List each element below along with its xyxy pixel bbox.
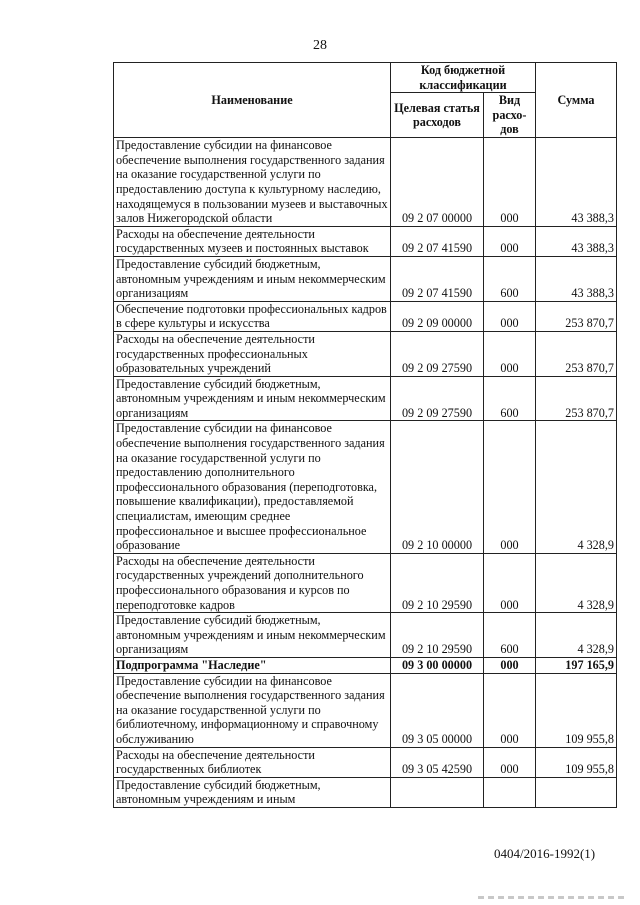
row-sum-cell: 109 955,8: [536, 747, 617, 777]
row-kind-cell: 000: [484, 138, 536, 227]
row-kind-cell: 000: [484, 421, 536, 553]
row-name-cell: Расходы на обеспечение деятельности государственных учреждений дополнительного профессионального образования и курсов по переподготовке кадров: [114, 553, 391, 612]
table-row: [114, 376, 617, 421]
row-code-cell: 09 2 09 27590: [391, 376, 484, 421]
row-code-cell: 09 3 00 00000: [391, 657, 484, 673]
row-name-cell: Подпрограмма "Наследие": [114, 657, 391, 673]
row-name-cell: Предоставление субсидии на финансовое обеспечение выполнения государственного задания на оказание государственной услуги по предоставлению доступа к культурному наследию, находящемуся в пользовании музеев и выставочных залов Нижегородской области: [114, 138, 391, 227]
table-body: [114, 138, 617, 808]
row-kind-cell: 000: [484, 747, 536, 777]
table-row: [114, 747, 617, 777]
row-kind-cell: 000: [484, 331, 536, 376]
row-name-cell: Предоставление субсидии на финансовое обеспечение выполнения государственного задания на оказание государственной услуги по предоставлению дополнительного профессионального образования (переподготовка, повышение квалификации), предоставляемой специалистам, имеющим среднее профессиональное и высшее профессиональное образование: [114, 421, 391, 553]
row-code-cell: 09 3 05 00000: [391, 673, 484, 747]
header-kind: Вид расхо-дов: [484, 93, 536, 138]
row-kind-cell: 000: [484, 553, 536, 612]
row-kind-cell: 600: [484, 613, 536, 658]
row-sum-cell: 4 328,9: [536, 613, 617, 658]
row-kind-cell: 000: [484, 657, 536, 673]
budget-table: [113, 62, 617, 808]
header-name: Наименование: [114, 63, 391, 138]
table-row: [114, 331, 617, 376]
row-code-cell: 09 2 07 41590: [391, 256, 484, 301]
row-code-cell: 09 3 05 42590: [391, 747, 484, 777]
row-name-cell: Предоставление субсидий бюджетным, автономным учреждениям и иным некоммерческим организациям: [114, 376, 391, 421]
row-code-cell: 09 2 10 29590: [391, 613, 484, 658]
row-kind-cell: 000: [484, 673, 536, 747]
row-sum-cell: 43 388,3: [536, 256, 617, 301]
row-sum-cell: 43 388,3: [536, 138, 617, 227]
row-kind-cell: 600: [484, 256, 536, 301]
row-code-cell: [391, 777, 484, 807]
row-name-cell: Расходы на обеспечение деятельности государственных библиотек: [114, 747, 391, 777]
table-row: [114, 613, 617, 658]
document-code: 0404/2016-1992(1): [494, 846, 596, 861]
row-name-cell: Расходы на обеспечение деятельности государственных профессиональных образовательных учреждений: [114, 331, 391, 376]
row-sum-cell: 253 870,7: [536, 331, 617, 376]
row-kind-cell: [484, 777, 536, 807]
row-code-cell: 09 2 07 41590: [391, 226, 484, 256]
row-code-cell: 09 2 10 29590: [391, 553, 484, 612]
table-row: [114, 301, 617, 331]
row-sum-cell: 253 870,7: [536, 301, 617, 331]
scan-artifact: [478, 896, 628, 899]
row-name-cell: Обеспечение подготовки профессиональных кадров в сфере культуры и искусства: [114, 301, 391, 331]
header-target-article: Целевая статья расходов: [391, 93, 484, 138]
row-sum-cell: [536, 777, 617, 807]
table-row: [114, 421, 617, 553]
row-sum-cell: 197 165,9: [536, 657, 617, 673]
row-kind-cell: 600: [484, 376, 536, 421]
row-name-cell: Предоставление субсидий бюджетным, автономным учреждениям и иным некоммерческим организациям: [114, 256, 391, 301]
row-name-cell: Расходы на обеспечение деятельности государственных музеев и постоянных выставок: [114, 226, 391, 256]
row-kind-cell: 000: [484, 301, 536, 331]
table-row: [114, 673, 617, 747]
table-row: [114, 657, 617, 673]
row-name-cell: Предоставление субсидий бюджетным, автономным учреждениям и иным некоммерческим организациям: [114, 613, 391, 658]
row-kind-cell: 000: [484, 226, 536, 256]
table-row: [114, 256, 617, 301]
table-header-row: [114, 63, 617, 93]
page-number: 28: [313, 38, 327, 53]
table-row: [114, 553, 617, 612]
row-sum-cell: 253 870,7: [536, 376, 617, 421]
row-sum-cell: 109 955,8: [536, 673, 617, 747]
table-row: [114, 226, 617, 256]
header-sum: Сумма: [536, 63, 617, 138]
row-code-cell: 09 2 09 27590: [391, 331, 484, 376]
table-row: [114, 777, 617, 807]
row-sum-cell: 4 328,9: [536, 553, 617, 612]
header-code-group: Код бюджетной классификации: [391, 63, 536, 93]
row-sum-cell: 4 328,9: [536, 421, 617, 553]
row-sum-cell: 43 388,3: [536, 226, 617, 256]
row-code-cell: 09 2 07 00000: [391, 138, 484, 227]
row-code-cell: 09 2 10 00000: [391, 421, 484, 553]
row-name-cell: Предоставление субсидий бюджетным, автономным учреждениям и иным: [114, 777, 391, 807]
row-code-cell: 09 2 09 00000: [391, 301, 484, 331]
table-row: [114, 138, 617, 227]
row-name-cell: Предоставление субсидии на финансовое обеспечение выполнения государственного задания на оказание государственной услуги по библиотечному, информационному и справочному обслуживанию: [114, 673, 391, 747]
